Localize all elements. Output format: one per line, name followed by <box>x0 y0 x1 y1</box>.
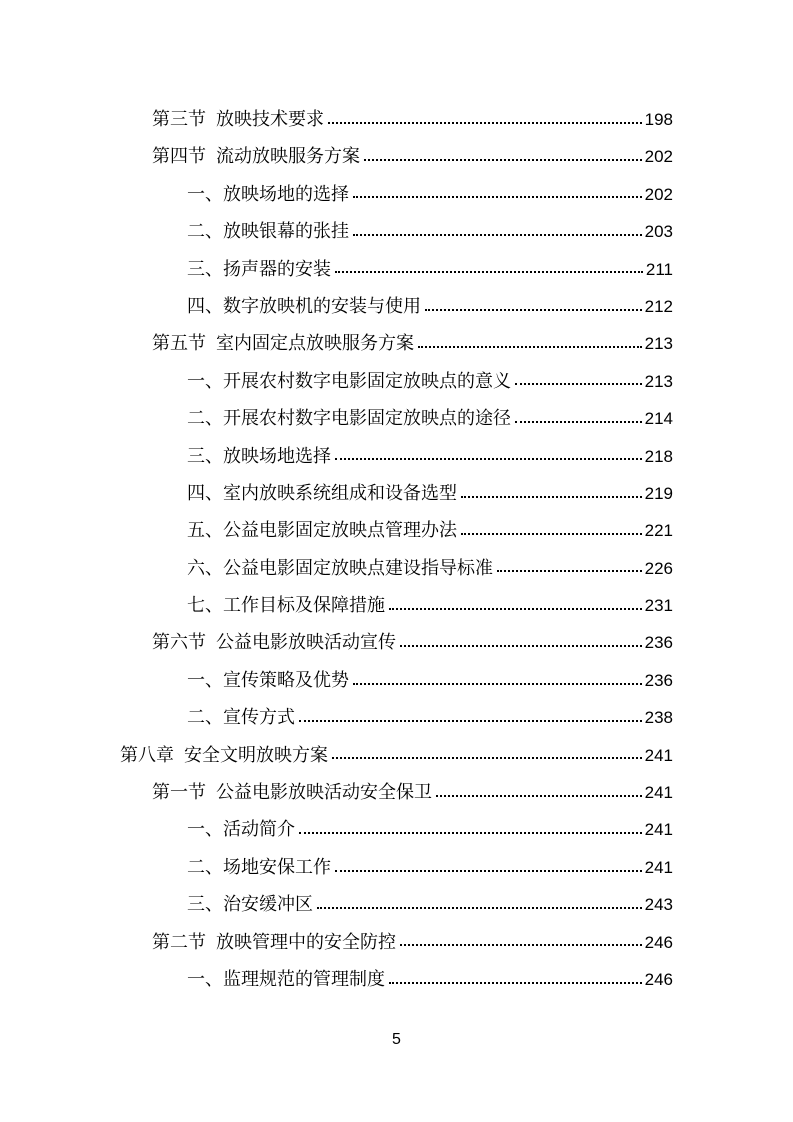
page-number: 5 <box>392 1031 401 1048</box>
toc-entry-title <box>187 288 421 325</box>
toc-entry-title <box>187 438 331 475</box>
toc-entry-page: 221 <box>644 521 673 541</box>
toc-entry-page: 241 <box>644 820 673 840</box>
dot-leader <box>353 196 642 198</box>
toc-entry[interactable] <box>0 400 793 437</box>
toc-entry[interactable] <box>0 737 793 774</box>
dot-leader <box>332 757 642 759</box>
toc-entry-title <box>152 101 324 138</box>
toc-entry-page: 202 <box>644 184 673 204</box>
toc-entry-page: 238 <box>644 708 673 728</box>
toc-entry[interactable] <box>0 288 793 325</box>
toc-entry-title <box>152 774 432 811</box>
toc-entry[interactable] <box>0 101 793 138</box>
toc-entry-prefix: 第四节 <box>152 146 206 168</box>
toc-entry-page: 243 <box>644 895 673 915</box>
toc-entry-title <box>187 213 349 250</box>
toc-entry[interactable] <box>0 475 793 512</box>
toc-entry-text: 安全文明放映方案 <box>184 744 328 766</box>
toc-entry-page: 198 <box>644 110 673 129</box>
dot-leader <box>335 870 642 872</box>
toc-entry-page: 202 <box>644 147 673 167</box>
toc-entry-title <box>187 550 493 587</box>
toc-entry-page: 213 <box>644 371 673 391</box>
toc-entry-prefix: 第一节 <box>152 782 206 804</box>
toc-entry-text: 流动放映服务方案 <box>216 146 360 168</box>
toc-entry-text: 三、扬声器的安装 <box>187 258 331 280</box>
toc-entry-page: 231 <box>644 596 673 616</box>
toc-entry-text: 一、活动简介 <box>187 819 295 841</box>
toc-entry-title <box>152 624 396 661</box>
dot-leader <box>317 907 642 909</box>
toc-entry-prefix: 第三节 <box>152 109 206 130</box>
toc-entry-title <box>152 138 360 175</box>
dot-leader <box>515 421 642 423</box>
toc-entry-page: 226 <box>644 558 673 578</box>
toc-entry[interactable] <box>0 512 793 549</box>
toc-entry[interactable] <box>0 624 793 661</box>
toc-entry[interactable] <box>0 811 793 848</box>
toc-entry-page: 241 <box>644 783 673 803</box>
dot-leader <box>425 309 642 311</box>
toc-entry-text: 三、放映场地选择 <box>187 445 331 467</box>
toc-entry-text: 二、宣传方式 <box>187 707 295 729</box>
dot-leader <box>515 383 642 385</box>
toc-entry-text: 七、工作目标及保障措施 <box>187 595 385 617</box>
toc-entry-text: 公益电影放映活动宣传 <box>216 632 396 654</box>
toc-entry-text: 二、开展农村数字电影固定放映点的途径 <box>187 408 511 430</box>
dot-leader <box>328 122 642 124</box>
toc-entry-prefix: 第八章 <box>120 744 174 766</box>
toc-entry-page: 211 <box>645 259 673 279</box>
toc-entry-page: 203 <box>644 222 673 242</box>
toc-entry-title <box>120 737 328 774</box>
dot-leader <box>299 720 642 722</box>
toc-entry-title <box>187 849 331 886</box>
toc-entry[interactable] <box>0 849 793 886</box>
toc-entry-text: 一、宣传策略及优势 <box>187 669 349 691</box>
toc-entry[interactable] <box>0 363 793 400</box>
toc-entry-text: 放映管理中的安全防控 <box>216 931 396 953</box>
toc-entry[interactable] <box>0 662 793 699</box>
toc-entry-text: 一、放映场地的选择 <box>187 183 349 205</box>
dot-leader <box>389 608 642 610</box>
toc-entry-title <box>187 961 385 998</box>
toc-entry-page: 213 <box>644 334 673 354</box>
toc-entry-title <box>187 176 349 213</box>
toc-entry-prefix: 第五节 <box>152 333 206 355</box>
toc-entry[interactable] <box>0 924 793 961</box>
toc-entry-title <box>187 886 313 923</box>
toc-entry[interactable] <box>0 886 793 923</box>
toc-entry[interactable] <box>0 325 793 362</box>
toc-entry-text: 放映技术要求 <box>216 109 324 130</box>
dot-leader <box>353 234 642 236</box>
toc-entry-page: 214 <box>644 409 673 429</box>
dot-leader <box>389 982 642 984</box>
toc-entry-title <box>152 325 414 362</box>
dot-leader <box>497 570 642 572</box>
toc-entry-title <box>187 699 295 736</box>
toc-entry-text: 六、公益电影固定放映点建设指导标准 <box>187 557 493 579</box>
toc-entry-title <box>187 251 331 288</box>
toc-entry-text: 一、监理规范的管理制度 <box>187 968 385 990</box>
dot-leader <box>364 159 642 161</box>
dot-leader <box>436 795 642 797</box>
toc-entry-text: 五、公益电影固定放映点管理办法 <box>187 520 457 542</box>
toc-entry-page: 246 <box>644 969 673 989</box>
dot-leader <box>461 533 642 535</box>
toc-entry-title <box>152 924 396 961</box>
toc-entry[interactable] <box>0 438 793 475</box>
toc-entry-page: 246 <box>644 932 673 952</box>
toc-entry-text: 室内固定点放映服务方案 <box>216 333 414 355</box>
dot-leader <box>400 645 642 647</box>
toc-entry-text: 四、数字放映机的安装与使用 <box>187 295 421 317</box>
toc-entry-text: 一、开展农村数字电影固定放映点的意义 <box>187 370 511 392</box>
toc-entry-title <box>187 811 295 848</box>
dot-leader <box>353 683 642 685</box>
toc-entry-title <box>187 587 385 624</box>
toc-entry-title <box>187 512 457 549</box>
toc-entry[interactable] <box>0 699 793 736</box>
toc-entry[interactable] <box>0 251 793 288</box>
dot-leader <box>461 496 642 498</box>
toc-entry-page: 236 <box>644 633 673 653</box>
toc-entry-text: 三、治安缓冲区 <box>187 894 313 916</box>
toc-entry-title <box>187 662 349 699</box>
dot-leader <box>335 271 643 273</box>
table-of-contents <box>0 101 793 998</box>
dot-leader <box>335 458 642 460</box>
toc-entry[interactable] <box>0 550 793 587</box>
toc-entry-page: 241 <box>644 857 673 877</box>
toc-entry-text: 二、放映银幕的张挂 <box>187 221 349 243</box>
toc-entry-title <box>187 400 511 437</box>
toc-entry[interactable] <box>0 774 793 811</box>
toc-entry[interactable] <box>0 138 793 175</box>
toc-entry-title <box>187 475 457 512</box>
toc-entry-page: 218 <box>644 446 673 466</box>
toc-entry-page: 219 <box>644 483 673 503</box>
toc-entry-text: 四、室内放映系统组成和设备选型 <box>187 482 457 504</box>
toc-entry[interactable] <box>0 587 793 624</box>
toc-entry-page: 236 <box>644 670 673 690</box>
toc-entry-prefix: 第二节 <box>152 931 206 953</box>
dot-leader <box>299 832 642 834</box>
toc-entry[interactable] <box>0 961 793 998</box>
toc-entry-prefix: 第六节 <box>152 632 206 654</box>
toc-entry[interactable] <box>0 176 793 213</box>
toc-entry-page: 212 <box>644 296 673 316</box>
toc-entry-title <box>187 363 511 400</box>
toc-entry-text: 二、场地安保工作 <box>187 856 331 878</box>
dot-leader <box>418 346 642 348</box>
toc-entry-text: 公益电影放映活动安全保卫 <box>216 782 432 804</box>
toc-entry[interactable] <box>0 213 793 250</box>
dot-leader <box>400 944 642 946</box>
toc-entry-page: 241 <box>644 745 673 765</box>
